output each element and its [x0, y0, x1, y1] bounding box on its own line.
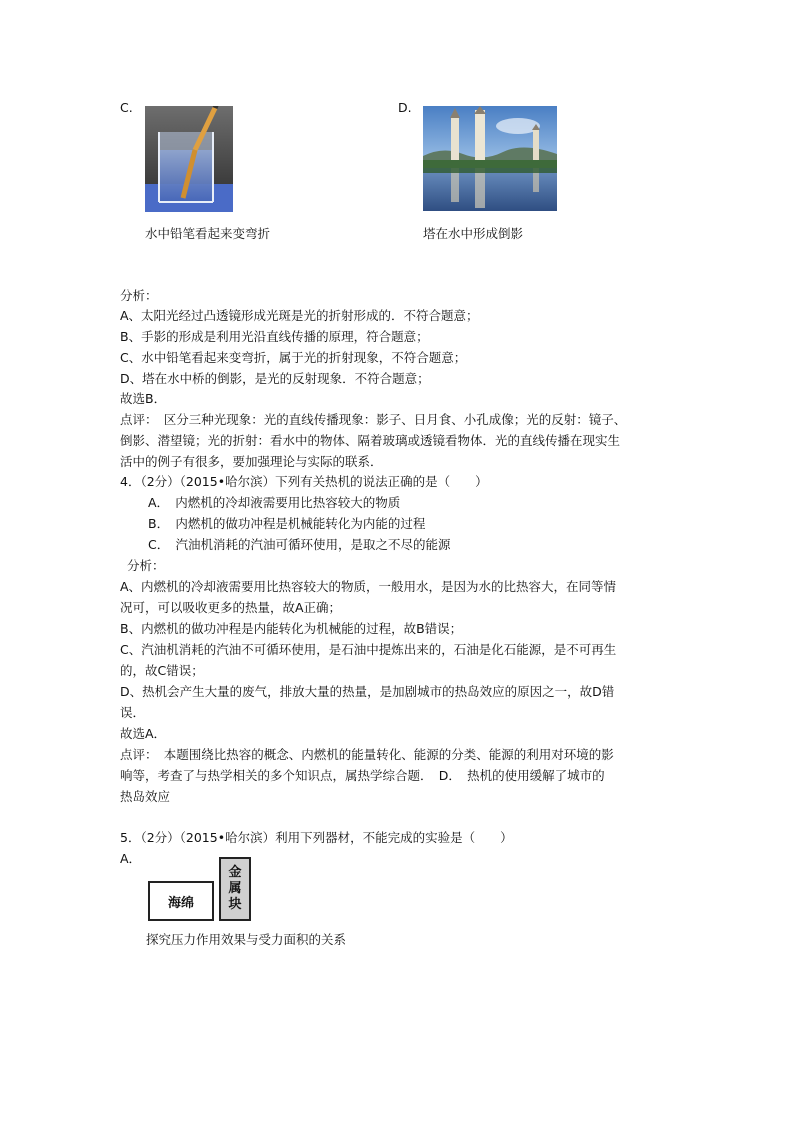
- question-4-comment-line: 点评： 本题围绕比热容的概念、内燃机的能量转化、能源的分类、能源的利用对环境的影: [120, 747, 614, 762]
- pagoda-reflection-image: [423, 106, 557, 211]
- metal-block: [219, 857, 251, 921]
- comment-line: 倒影、潜望镜；光的折射：看水中的物体、隔着玻璃或透镜看物体．光的直线传播在现实生: [120, 433, 621, 448]
- analysis-line: C、水中铅笔看起来变弯折，属于光的折射现象，不符合题意；: [120, 350, 467, 365]
- question-4-analysis-line: D、热机会产生大量的废气，排放大量的热量，是加剧城市的热岛效应的原因之一，故D错: [120, 684, 615, 699]
- question-4-answer-line: 故选A．: [120, 726, 167, 741]
- comment-line: 活中的例子有很多，要加强理论与实际的联系．: [120, 454, 383, 469]
- comment-line: 点评： 区分三种光现象：光的直线传播现象：影子、日月食、小孔成像；光的反射：镜子、: [120, 412, 627, 427]
- metal-label-char: 块: [228, 897, 242, 912]
- pencil-in-water-image: [145, 106, 233, 212]
- question-5-option-a-letter: A．: [120, 851, 142, 866]
- question-4-option-a: A． 内燃机的冷却液需要用比热容较大的物质: [148, 495, 401, 510]
- analysis-line: A、太阳光经过凸透镜形成光斑是光的折射形成的．不符合题意；: [120, 308, 479, 323]
- analysis-line: B、手影的形成是利用光沿直线传播的原理，符合题意；: [120, 329, 429, 344]
- question-4-analysis-label: 分析：: [127, 558, 165, 573]
- question-4-analysis-line: 况可，可以吸收更多的热量，故A正确；: [120, 600, 342, 615]
- analysis-label: 分析：: [120, 288, 158, 303]
- question-5-option-a-caption: 探究压力作用效果与受力面积的关系: [146, 932, 347, 947]
- question-4-analysis-line: B、内燃机的做功冲程是内能转化为机械能的过程，故B错误；: [120, 621, 463, 636]
- question-5-stem: 5．（2分）（2015•哈尔滨）利用下列器材，不能完成的实验是（ ）: [120, 830, 513, 845]
- metal-label-char: 金: [228, 865, 242, 880]
- question-4-comment-line: 响等，考查了与热学相关的多个知识点，属热学综合题． D． 热机的使用缓解了城市的: [120, 768, 605, 783]
- question-4-option-b: B． 内燃机的做功冲程是机械能转化为内能的过程: [148, 516, 426, 531]
- option-d-letter: D.: [398, 100, 412, 115]
- question-4-analysis-line: C、汽油机消耗的汽油不可循环使用，是石油中提炼出来的，石油是化石能源，是不可再生: [120, 642, 617, 657]
- option-c-letter: C.: [120, 100, 133, 115]
- question-4-stem: 4．（2分）（2015•哈尔滨）下列有关热机的说法正确的是（ ）: [120, 474, 488, 489]
- question-4-analysis-line: A、内燃机的冷却液需要用比热容较大的物质，一般用水，是因为水的比热容大，在同等情: [120, 579, 617, 594]
- sponge-block: [148, 881, 214, 921]
- question-4-analysis-line: 误．: [120, 705, 146, 720]
- question-4-analysis-line: 的，故C错误；: [120, 663, 204, 678]
- metal-label-char: 属: [228, 881, 242, 896]
- option-d-caption: 塔在水中形成倒影: [423, 226, 524, 241]
- sponge-label: 海绵: [167, 895, 194, 911]
- option-c-caption: 水中铅笔看起来变弯折: [145, 226, 271, 241]
- analysis-line: D、塔在水中桥的倒影，是光的反射现象．不符合题意；: [120, 371, 430, 386]
- answer-line: 故选B．: [120, 391, 167, 406]
- question-4-option-c: C． 汽油机消耗的汽油可循环使用，是取之不尽的能源: [148, 537, 451, 552]
- question-4-comment-line: 热岛效应: [120, 789, 171, 804]
